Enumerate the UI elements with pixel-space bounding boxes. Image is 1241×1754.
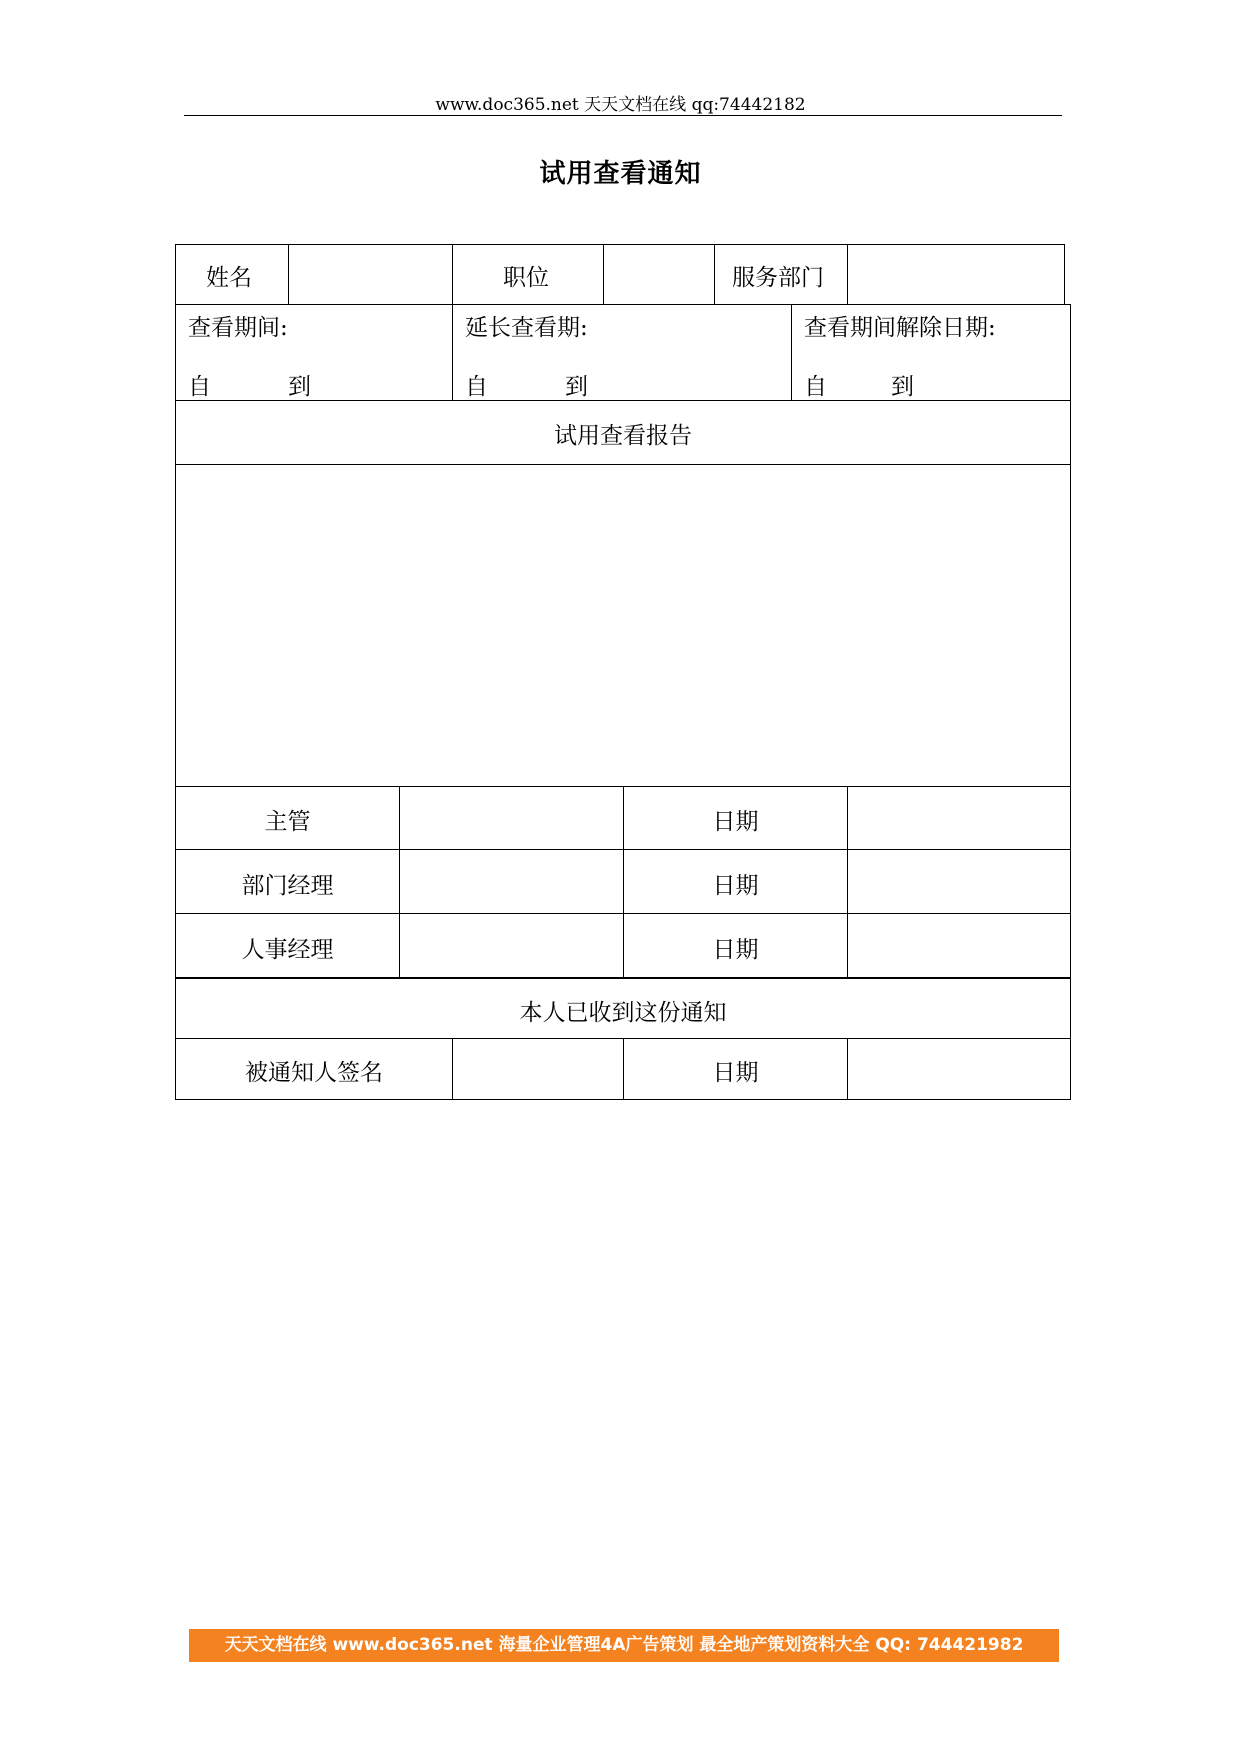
dept-manager-date-label-cell [623, 849, 848, 914]
hr-manager-date-label-cell [623, 913, 848, 978]
hr-manager-sign-cell[interactable] [399, 913, 624, 978]
notified-date-label: 日期 [712, 1060, 759, 1086]
supervisor-date-cell[interactable] [847, 786, 1071, 850]
dept-label-cell [714, 244, 848, 305]
dept-manager-date-label: 日期 [712, 873, 759, 899]
notified-signature-label: 被通知人签名 [245, 1060, 383, 1086]
name-label: 姓名 [206, 265, 252, 291]
supervisor-label-cell [175, 786, 400, 850]
release-date-from: 自 [804, 374, 827, 400]
extend-period-cell[interactable] [452, 304, 792, 401]
footer-banner: 天天文档在线 www.doc365.net 海量企业管理4A广告策划 最全地产策划资料大全 QQ: 744421982 [189, 1629, 1059, 1662]
report-header: 试用查看报告 [554, 423, 692, 449]
position-label-cell [452, 244, 604, 305]
extend-period-label: 延长查看期: [465, 315, 588, 341]
position-label: 职位 [503, 265, 549, 291]
notified-date-label-cell [623, 1038, 848, 1100]
hr-manager-label: 人事经理 [241, 937, 334, 963]
dept-manager-sign-cell[interactable] [399, 849, 624, 914]
release-date-to: 到 [891, 374, 914, 400]
name-label-cell [175, 244, 289, 305]
release-date-cell[interactable] [791, 304, 1071, 401]
hr-manager-date-label: 日期 [712, 937, 759, 963]
name-value-cell[interactable] [288, 244, 453, 305]
extend-period-to: 到 [565, 374, 588, 400]
ack-header: 本人已收到这份通知 [519, 1000, 727, 1026]
notified-signature-cell[interactable] [452, 1038, 624, 1100]
supervisor-sign-cell[interactable] [399, 786, 624, 850]
extend-period-from: 自 [465, 374, 488, 400]
supervisor-date-label-cell [623, 786, 848, 850]
notified-signature-label-cell [175, 1038, 453, 1100]
dept-manager-date-cell[interactable] [847, 849, 1071, 914]
position-value-cell[interactable] [603, 244, 715, 305]
release-date-label: 查看期间解除日期: [804, 315, 996, 341]
ack-header-cell [175, 977, 1071, 1039]
dept-label: 服务部门 [732, 265, 824, 291]
supervisor-label: 主管 [264, 809, 311, 835]
review-period-cell[interactable] [175, 304, 453, 401]
review-period-to: 到 [288, 374, 311, 400]
dept-value-cell[interactable] [847, 244, 1065, 305]
document-title: 试用查看通知 [539, 159, 702, 189]
hr-manager-date-cell[interactable] [847, 913, 1071, 978]
report-header-cell [175, 400, 1071, 465]
header-divider [184, 115, 1062, 116]
report-body-area[interactable] [175, 464, 1071, 787]
hr-manager-label-cell [175, 913, 400, 978]
dept-manager-label-cell [175, 849, 400, 914]
supervisor-date-label: 日期 [712, 809, 759, 835]
review-period-label: 查看期间: [188, 315, 288, 341]
dept-manager-label: 部门经理 [241, 873, 334, 899]
review-period-from: 自 [188, 374, 211, 400]
notified-date-cell[interactable] [847, 1038, 1071, 1100]
page-header-text: www.doc365.net 天天文档在线 qq:74442182 [435, 95, 806, 115]
